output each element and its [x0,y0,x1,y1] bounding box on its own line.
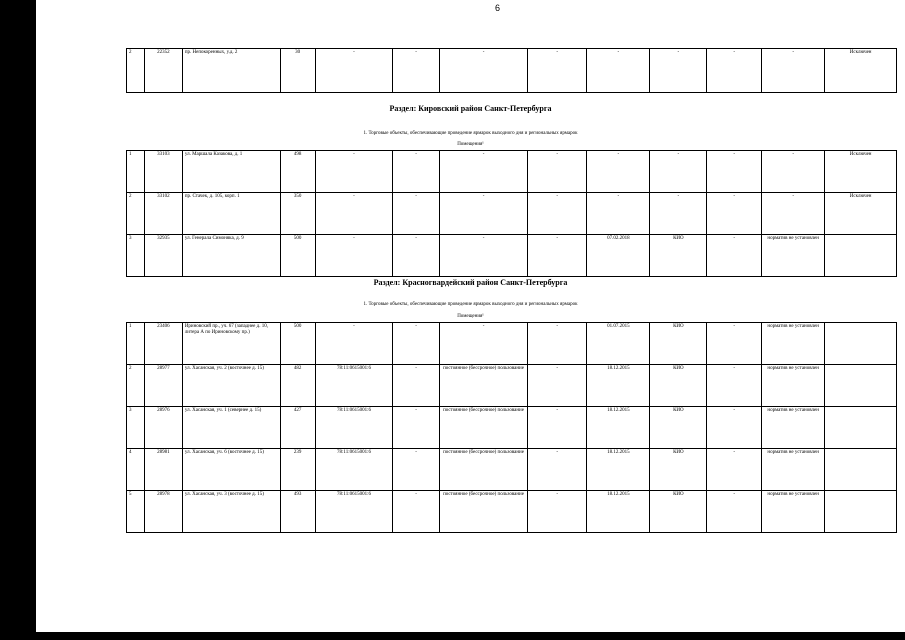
table-cell: 1 [127,323,145,365]
table-cell: - [650,49,707,93]
table-cell: - [762,193,825,235]
table-cell: КИО [650,449,707,491]
table-cell: 5 [127,491,145,533]
table-cell: 427 [280,407,315,449]
table-row [127,491,897,533]
table-cell: - [393,235,439,277]
table-cell: постоянное (бессрочное) пользование [439,491,527,533]
table-cell: норматив не установлен [762,407,825,449]
table-cell: 78:11:0615001:6 [315,407,393,449]
table-cell: - [587,193,650,235]
table-cell: - [707,235,762,277]
table-cell: - [528,235,587,277]
table-row [127,365,897,407]
table-cell: - [707,407,762,449]
table-cell: 498 [280,151,315,193]
table-cell: норматив не установлен [762,323,825,365]
table-cell: 28978 [144,491,182,533]
table-cell: ул. Хасанская, уч. 6 (восточнее д. 15) [182,449,280,491]
section-title-krasnogv: Раздел: Красногвардейский район Санкт-Петербурга [373,278,568,287]
table-cell: 500 [280,323,315,365]
section-title-kirov: Раздел: Кировский район Санкт-Петербурга [389,104,552,113]
table-cell: 2 [127,365,145,407]
table-cell: 23406 [144,323,182,365]
table-cell: ул. Хасанская, уч. 2 (восточнее д. 15) [182,365,280,407]
table-cell: - [528,449,587,491]
table-cell: 4 [127,449,145,491]
table-cell: - [528,193,587,235]
table-cell: - [315,235,393,277]
table-cell: норматив не установлен [762,235,825,277]
table-cell: - [707,151,762,193]
table-cell: 18.12.2015 [587,449,650,491]
table-cell: 28976 [144,407,182,449]
table-cell: 493 [280,491,315,533]
table-cell: 78:11:0615001:6 [315,491,393,533]
table-cell: КИО [650,323,707,365]
table-cell: 78:11:0615001:6 [315,449,393,491]
table-cell: 500 [280,235,315,277]
table-cell: пр. Стачек, д. 105, корп. 1 [182,193,280,235]
table-cell: - [707,365,762,407]
table-cell [825,449,897,491]
table-cell: - [439,235,527,277]
table-cell: - [393,193,439,235]
table-cell: КИО [650,491,707,533]
table-cell: 2 [127,49,145,93]
table-cell: - [528,365,587,407]
table-cell: 239 [280,449,315,491]
table-cell: - [439,49,527,93]
section-subtitle-krasnogv: 1. Торговые объекты, обеспечивающие проведение ярмарок выходного дня и региональных ярмарок [363,302,578,307]
table-cell: 28977 [144,365,182,407]
table-cell: - [393,323,439,365]
table-cell: 18.12.2015 [587,365,650,407]
unit-label-krasnogv: Помещения¹ [457,314,484,319]
table-row [127,407,897,449]
table-cell: - [707,49,762,93]
table-cell: 2 [127,193,145,235]
table-cell: постоянное (бессрочное) пользование [439,365,527,407]
table-cell [825,365,897,407]
section-subtitle-kirov: 1. Торговые объекты, обеспечивающие проведение ярмарок выходного дня и региональных ярмарок [363,131,578,136]
table-cell: - [587,49,650,93]
table-cell: 350 [280,193,315,235]
table-cell [825,407,897,449]
table-cell: КИО [650,407,707,449]
table-cell: - [439,193,527,235]
table-cell: 78:11:0615001:6 [315,365,393,407]
table-cell: - [315,151,393,193]
table-cell: 33102 [144,193,182,235]
table-cell: - [707,323,762,365]
table-cell: - [528,323,587,365]
table-cell: пр. Непокоренных, у.д. 2 [182,49,280,93]
table-cell: 18.12.2015 [587,407,650,449]
table-cell: 28981 [144,449,182,491]
table-krasnogv [126,322,897,533]
table-cell: 32935 [144,235,182,277]
table-cell: норматив не установлен [762,365,825,407]
table-cell: 482 [280,365,315,407]
table-cell: - [528,151,587,193]
table-cell: 3 [127,235,145,277]
table-cell: - [439,151,527,193]
table-cell: - [393,449,439,491]
table-cell: норматив не установлен [762,491,825,533]
table-row [127,49,897,93]
table-cell: - [762,49,825,93]
table-cell: 1 [127,151,145,193]
table-cell [825,235,897,277]
table-row [127,235,897,277]
table-cell: - [439,323,527,365]
table-cell: - [393,365,439,407]
table-kirov [126,150,897,277]
table-cell: 07.02.2018 [587,235,650,277]
table-cell: ул. Генерала Симоняка, д. 9 [182,235,280,277]
table-cell: 30 [280,49,315,93]
document-page [36,0,905,632]
table-row [127,323,897,365]
table-row [127,449,897,491]
table-cell: - [528,407,587,449]
table-cell: - [393,407,439,449]
table-cell: 33103 [144,151,182,193]
table-cell: - [587,151,650,193]
page-number: 6 [495,3,501,13]
table-cell: - [528,49,587,93]
table-cell: 22352 [144,49,182,93]
table-cell: 18.12.2015 [587,491,650,533]
table-cell: - [528,491,587,533]
table-cell: - [707,449,762,491]
table-cell [825,491,897,533]
table-cell: ул. Хасанская, уч. 1 (севернее д. 15) [182,407,280,449]
table-cell: 3 [127,407,145,449]
table-cell: постоянное (бессрочное) пользование [439,407,527,449]
table-cell: постоянное (бессрочное) пользование [439,449,527,491]
table-cell: Ириновский пр., уч. 67 (западнее д. 10, литера А по Ириновскому пр.) [182,323,280,365]
table-cell: - [762,151,825,193]
table-cell: КИО [650,235,707,277]
table-cell: ул. Хасанская, уч. 3 (восточнее д. 15) [182,491,280,533]
table-top [126,48,897,93]
unit-label-kirov: Помещения¹ [457,142,484,147]
table-cell: - [707,193,762,235]
table-cell: - [650,151,707,193]
table-cell: - [315,49,393,93]
table-cell: - [315,193,393,235]
table-cell: ул. Маршала Казакова, д. 1 [182,151,280,193]
table-cell: КИО [650,365,707,407]
table-cell: Исключен [825,49,897,93]
table-cell: - [707,491,762,533]
table-cell: Исключен [825,193,897,235]
table-cell: - [650,193,707,235]
table-row [127,151,897,193]
table-cell: Исключен [825,151,897,193]
table-cell [825,323,897,365]
table-cell: - [315,323,393,365]
table-cell: - [393,151,439,193]
table-cell: норматив не установлен [762,449,825,491]
table-cell: 01.07.2015 [587,323,650,365]
table-cell: - [393,491,439,533]
table-row [127,193,897,235]
table-cell: - [393,49,439,93]
